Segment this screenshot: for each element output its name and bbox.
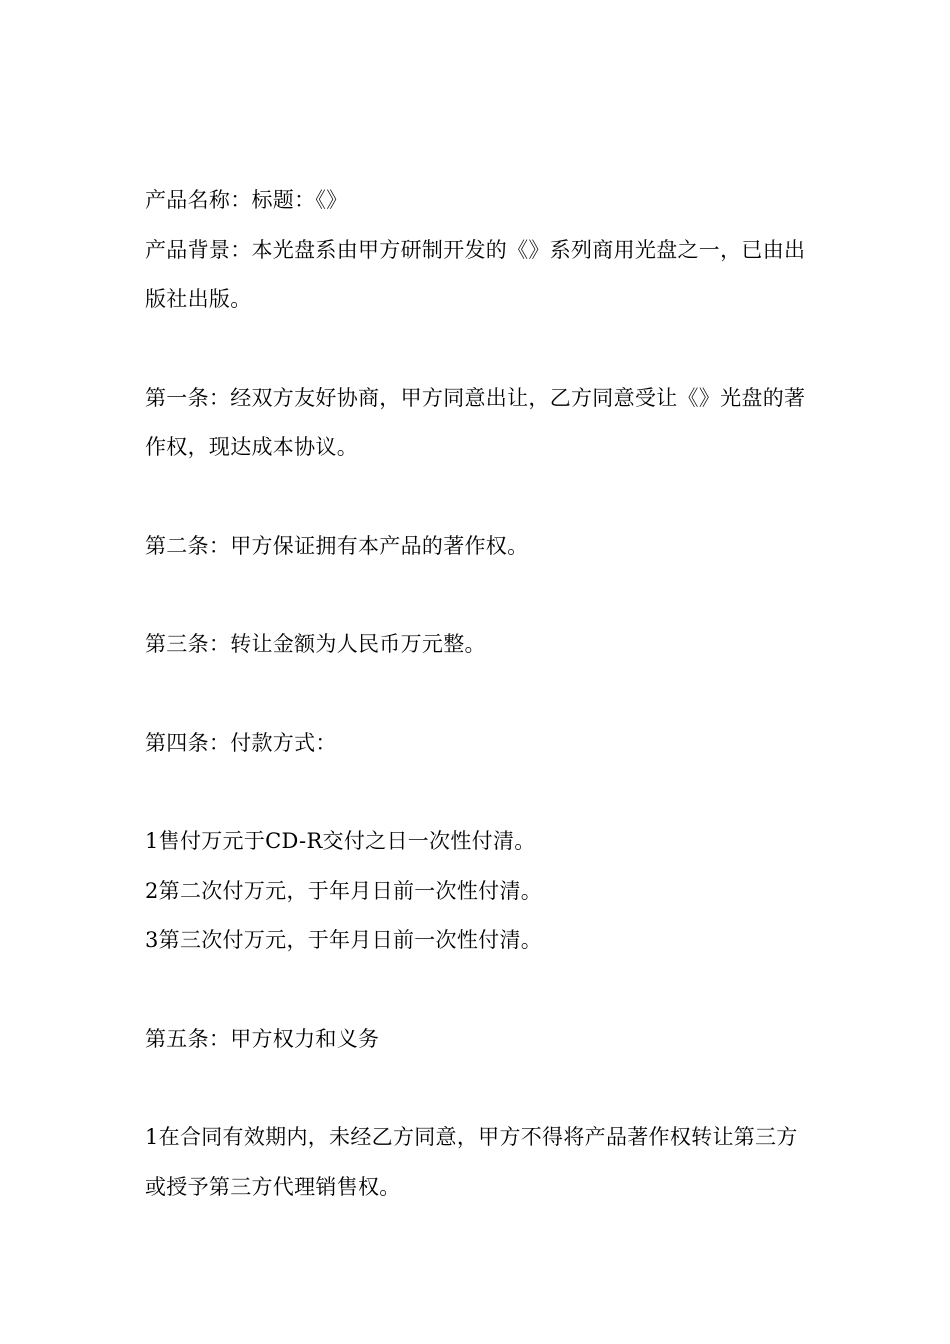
paragraph-spacer	[145, 966, 810, 1015]
article-5-heading: 第五条：甲方权力和义务	[145, 1026, 380, 1051]
rights-item-1: 1在合同有效期内，未经乙方同意，甲方不得将产品著作权转让第三方或授予第三方代理销售权。	[145, 1125, 798, 1199]
payment-item-2: 2第二次付万元，于年月日前一次性付清。	[145, 878, 543, 903]
paragraph-spacer	[145, 670, 810, 719]
payment-item-1: 1售付万元于CD-R交付之日一次性付清。	[145, 829, 536, 853]
article-4-heading: 第四条：付款方式：	[145, 730, 337, 755]
payment-item-3: 3第三次付万元，于年月日前一次性付清。	[145, 928, 543, 952]
paragraph-spacer	[145, 325, 810, 374]
paragraph-spacer	[145, 1064, 810, 1113]
document-body	[145, 176, 810, 1212]
paragraph-spacer	[145, 473, 810, 522]
product-background-paragraph: 产品背景：本光盘系由甲方研制开发的《》系列商用光盘之一，已由出版社出版。	[145, 237, 806, 311]
article-2-paragraph: 第二条：甲方保证拥有本产品的著作权。	[145, 533, 529, 558]
article-1-paragraph: 第一条：经双方友好协商，甲方同意出让，乙方同意受让《》光盘的著作权，现达成本协议。	[145, 385, 806, 459]
article-3-paragraph: 第三条：转让金额为人民币万元整。	[145, 632, 486, 656]
paragraph-spacer	[145, 571, 810, 620]
product-name-line: 产品名称：标题：《》	[145, 188, 348, 212]
paragraph-spacer	[145, 768, 810, 817]
